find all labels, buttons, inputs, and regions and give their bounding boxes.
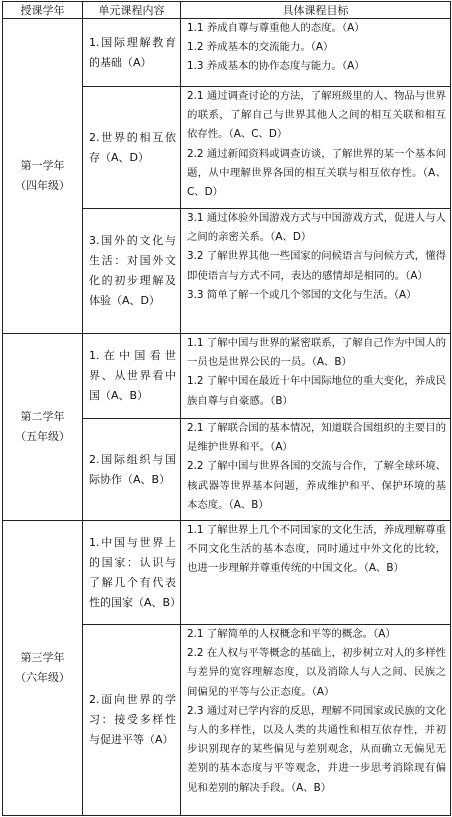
- unit-goals: [181, 87, 451, 209]
- grade-year: 第一学年: [20, 159, 65, 172]
- goal-item: 1.1 了解世界上几个不同国家的文化生活，养成理解尊重不同文化生活的基本态度，同时通过中外文化的比较，也进一步理解并尊重传统的中国文化。（A、B）: [187, 524, 446, 575]
- unit-goals: [181, 19, 451, 87]
- unit-content: 2.面向世界的学习：接受多样性与促进平等（A）: [83, 625, 181, 816]
- unit-content: 2.国际组织与国际协作（A、B）: [83, 419, 181, 521]
- header-goals: 具体课程目标: [181, 2, 451, 19]
- goal-item: 1.3 养成基本的协作态度与能力。（A）: [187, 60, 365, 73]
- goal-item: 1.2 了解中国在最近十年中国际地位的重大变化，养成民族自尊与自豪感。（B）: [187, 375, 446, 407]
- goal-item: 2.2 在人权与平等概念的基础上，初步树立对人的多样性与差异的宽容理解态度，以及消除人与人之间、民族之间偏见的平等与公正态度。（A）: [187, 647, 446, 698]
- grade-cell: [3, 521, 83, 816]
- goal-item: 3.1 通过体验外国游戏方式与中国游戏方式，促进人与人之间的亲密关系。（A、D）: [187, 212, 446, 244]
- header-year: 授课学年: [3, 2, 83, 19]
- goal-item: 2.2 通过新闻资料或调查访谈，了解世界的某一个基本问题，从中理解世界各国的相互关联与相互依存性。（A、C、D）: [187, 147, 446, 199]
- goal-item: 2.1 了解联合国的基本情况，知道联合国组织的主要目的是维护世界和平。（A）: [187, 422, 446, 454]
- header-unit-content: 单元课程内容: [83, 2, 181, 19]
- unit-goals: [181, 521, 451, 625]
- table-row: [3, 521, 451, 625]
- unit-content: 3.国外的文化与生活：对国外文化的初步理解及体验（A、D）: [83, 209, 181, 334]
- table-row: [3, 19, 451, 87]
- unit-goals: [181, 625, 451, 816]
- unit-goals: [181, 419, 451, 521]
- curriculum-table: [2, 1, 451, 816]
- unit-content: 1.国际理解教育的基础（A）: [83, 19, 181, 87]
- grade-cell: [3, 19, 83, 334]
- goal-item: 1.1 了解中国与世界的紧密联系，了解自己作为中国人的一员也是世界公民的一员。（A、B）: [187, 337, 446, 369]
- unit-content: 1.中国与世界上的国家：认识与了解几个有代表性的国家（A、B）: [83, 521, 181, 625]
- goal-item: 2.1 通过调查讨论的方法，了解班级里的人、物品与世界的联系，了解自己与世界其他人之间的相互关联和相互依存性。（A、C、D）: [187, 90, 446, 141]
- goal-item: 3.2 了解世界其他一些国家的问候语言与问候方式，懂得即使语言与方式不同，表达的感情却是相同的。（A）: [187, 250, 446, 282]
- header-row: [3, 2, 451, 19]
- unit-content: 2.世界的相互依存（A、D）: [83, 87, 181, 209]
- grade-level: （六年级）: [15, 671, 70, 684]
- grade-level: （五年级）: [15, 430, 70, 443]
- grade-level: （四年级）: [15, 179, 70, 192]
- goal-item: 2.2 了解中国与世界各国的交流与合作，了解全球环境、核武器等世界基本问题，养成维护和平、保护环境的基本态度。（A、B）: [187, 460, 446, 511]
- grade-year: 第三学年: [20, 651, 65, 664]
- table-row: [3, 334, 451, 419]
- goal-item: 3.3 简单了解一个或几个邻国的文化与生活。（A）: [187, 288, 417, 301]
- unit-goals: [181, 209, 451, 334]
- grade-cell: [3, 334, 83, 521]
- unit-content: 1.在中国看世界、从世界看中国（A、B）: [83, 334, 181, 419]
- goal-item: 1.2 养成基本的交流能力。（A）: [187, 41, 334, 54]
- grade-year: 第二学年: [20, 410, 65, 423]
- goal-item: 2.3 通过对已学内容的反思，理解不同国家或民族的文化与人的多样性，以及人类的共通性和相互依存性，并初步识别现存的某些偏见与差别观念，从而确立无偏见无差别的基本态度与平等观念，并进一步思考消除现有偏见和差别的解决手段。（A、B）: [187, 704, 446, 794]
- goal-item: 1.1 养成自尊与尊重他人的态度。（A）: [187, 22, 365, 34]
- goal-item: 2.1 了解简单的人权概念和平等的概念。（A）: [187, 628, 396, 640]
- unit-goals: [181, 334, 451, 419]
